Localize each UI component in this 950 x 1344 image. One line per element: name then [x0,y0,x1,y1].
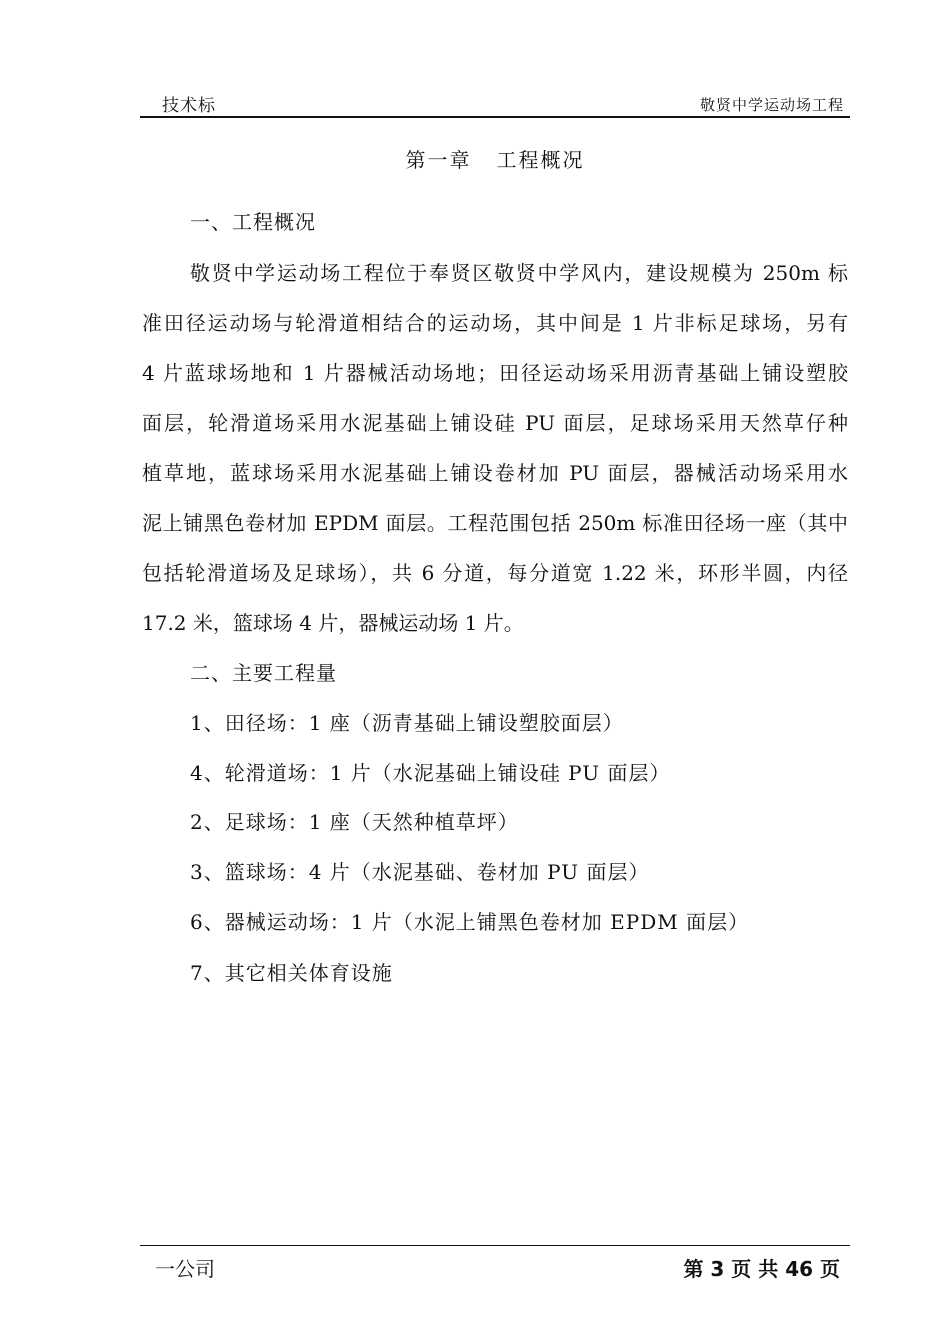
page-number: 第 3 页 共 46 页 [683,1257,840,1281]
list-item: 1、田径场：1 座（沥青基础上铺设塑胶面层） [190,711,624,735]
header-divider [140,116,850,118]
header-doc-type: 技术标 [162,96,216,116]
chapter-title: 第一章 工程概况 [405,148,585,172]
list-item: 7、其它相关体育设施 [190,961,393,985]
list-item: 6、器械运动场：1 片（水泥上铺黑色卷材加 EPDM 面层） [190,910,750,934]
section-heading-overview: 一、工程概况 [190,210,316,234]
paragraph-line: 17.2 米，篮球场 4 片，器械运动场 1 片。 [142,611,524,635]
list-item: 4、轮滑道场：1 片（水泥基础上铺设硅 PU 面层） [190,761,671,785]
header-project-name: 敬贤中学运动场工程 [699,96,844,114]
section-heading-quantities: 二、主要工程量 [190,661,337,685]
paragraph-line: 泥上铺黑色卷材加 EPDM 面层。工程范围包括 250m 标准田径场一座（其中 [142,511,848,535]
footer-divider [140,1245,850,1246]
paragraph-line: 面层，轮滑道场采用水泥基础上铺设硅 PU 面层，足球场采用天然草仔种 [142,411,848,435]
paragraph-line: 准田径运动场与轮滑道相结合的运动场，其中间是 1 片非标足球场，另有 [142,311,848,335]
paragraph-line: 植草地，蓝球场采用水泥基础上铺设卷材加 PU 面层，器械活动场采用水 [142,461,848,485]
footer-company: 一公司 [155,1257,215,1281]
paragraph-line: 敬贤中学运动场工程位于奉贤区敬贤中学风内，建设规模为 250m 标 [190,261,848,285]
paragraph-line: 4 片蓝球场地和 1 片器械活动场地；田径运动场采用沥青基础上铺设塑胶 [142,361,848,385]
list-item: 3、篮球场：4 片（水泥基础、卷材加 PU 面层） [190,860,650,884]
list-item: 2、足球场：1 座（天然种植草坪） [190,810,519,834]
paragraph-line: 包括轮滑道场及足球场），共 6 分道，每分道宽 1.22 米，环形半圆，内径 [142,561,848,585]
